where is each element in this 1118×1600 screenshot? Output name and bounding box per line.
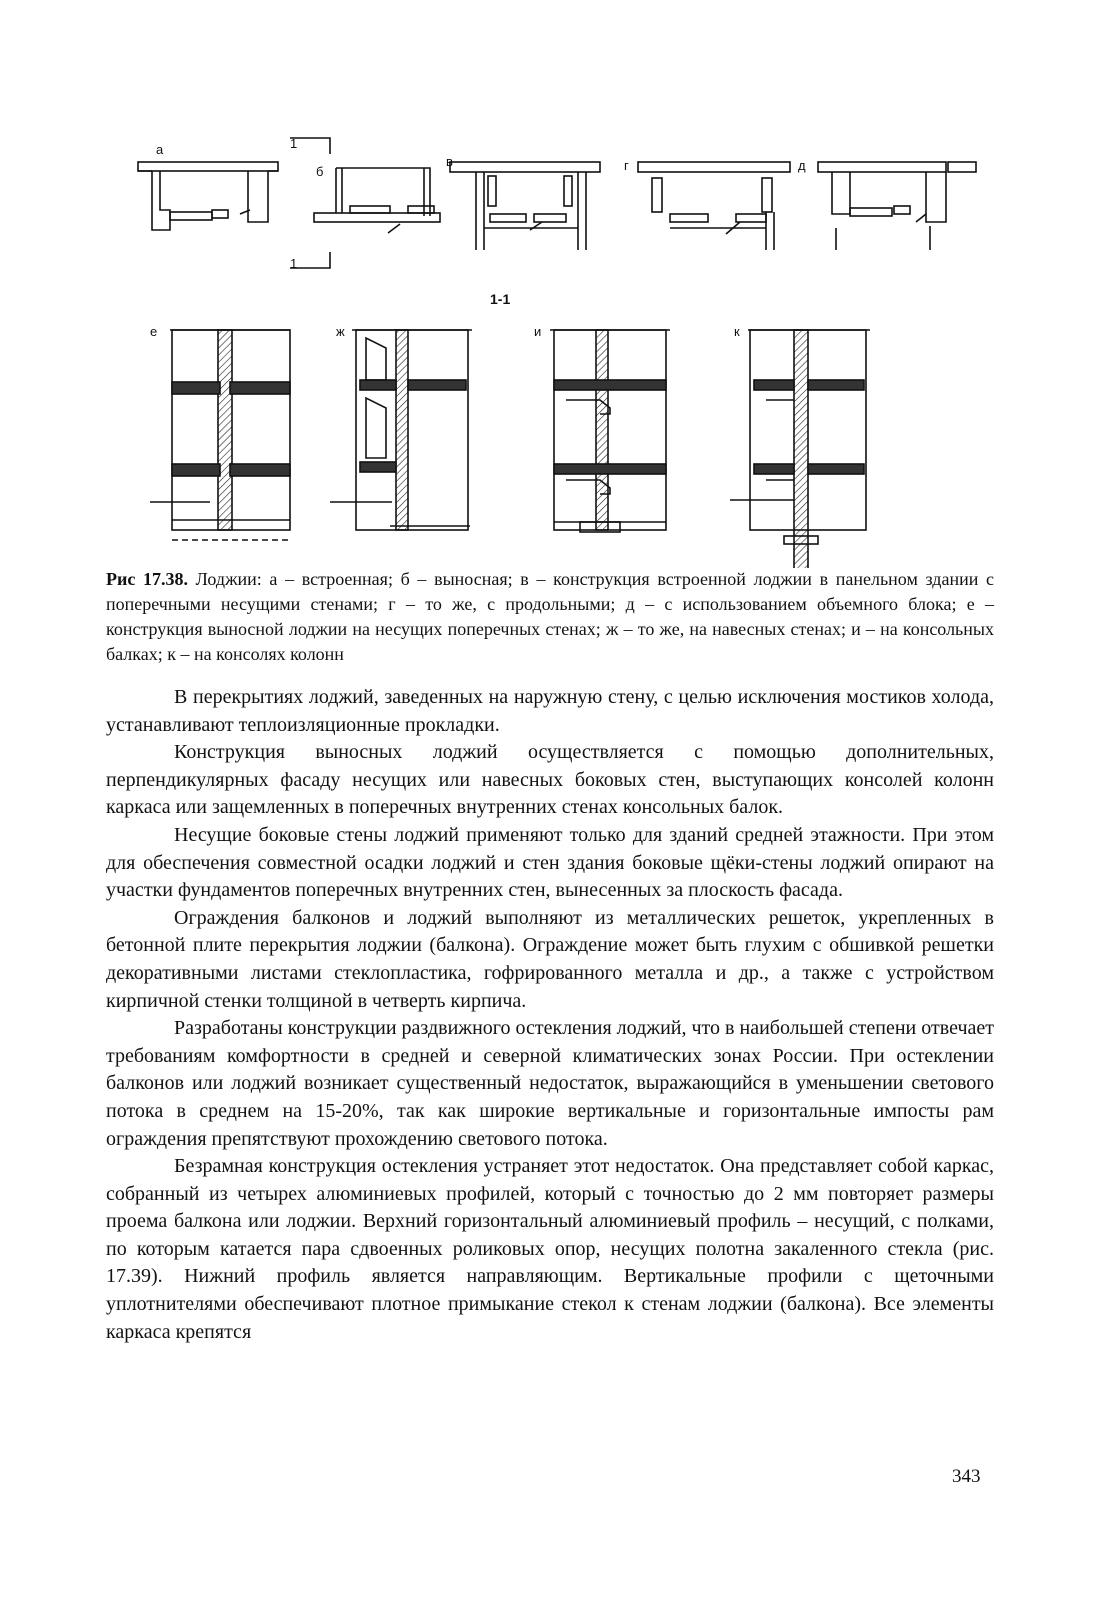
label-b: б: [316, 164, 324, 179]
label-d: д: [798, 158, 806, 173]
plan-b: [290, 138, 440, 268]
plan-a: [138, 162, 278, 230]
caption-number: Рис 17.38.: [106, 569, 189, 589]
label-k: к: [734, 324, 740, 339]
caption-text: Лоджии: а – встроенная; б – выносная; в – конструкция встроенной лоджии в панельном здании с поперечными несущими стенами; г – то же, с продольными; д – с использованием объемного блока; е – конструкция выносной лоджии на несущих поперечных стенах; ж – то же, на навесных стенах; и – на консольных балках; к – на консолях колонн: [106, 569, 994, 664]
paragraph: Конструкция выносных лоджий осуществляется с помощью дополнительных, перпендикулярных фасаду несущих или навесных боковых стен, выступающих консолей колонн каркаса или защемленных в поперечных внутренних стенах консольных балок.: [106, 741, 994, 819]
figure-caption: [106, 567, 994, 667]
paragraph: Несущие боковые стены лоджий применяют только для зданий средней этажности. При этом для обеспечения совместной осадки лоджий и стен здания боковые щёки-стены лоджий опирают на участки фундаментов поперечных внутренних стен, вынесенных за плоскость фасада.: [106, 823, 994, 902]
plan-d: [818, 162, 976, 250]
section-mark-bottom: 1: [290, 256, 298, 271]
section-zh: [330, 330, 472, 530]
label-v: в: [446, 154, 453, 169]
label-i: и: [534, 324, 542, 339]
paragraph: В перекрытиях лоджий, заведенных на наружную стену, с целью исключения мостиков холода, устанавливают теплоизляционные прокладки.: [106, 686, 994, 736]
paragraph: Безрамная конструкция остекления устраняет этот недостаток. Она представляет собой каркас, собранный из четырех алюминиевых профилей, который с точностью до 2 мм повторяет размеры проема балкона или лоджии. Верхний горизонтальный алюминиевый профиль – несущий, с полками, по которым катается пара сдвоенных роликовых опор, несущих полотна закаленного стекла (рис. 17.39). Нижний профиль является направляющим. Вертикальные профили с щеточными уплотнителями обеспечивают плотное примыкание стекол к стенам лоджии (балкона). Все элементы каркаса крепятся: [106, 1155, 994, 1343]
body-text: [106, 684, 994, 1346]
loggia-drawings: [130, 118, 990, 568]
section-e: [150, 330, 290, 540]
label-zh: ж: [336, 324, 345, 339]
section-title: 1-1: [490, 291, 511, 307]
page-number: 343: [952, 1466, 981, 1487]
paragraph: Ограждения балконов и лоджий выполняют из металлических решеток, укрепленных в бетонной плите перекрытия лоджии (балкона). Ограждение может быть глухим с обшивкой решетки декоративными листами стеклопластика, гофрированного металла и др., а также с устройством кирпичной стенки толщиной в четверть кирпича.: [106, 906, 994, 1012]
section-mark-top: 1: [290, 136, 298, 151]
label-a: а: [156, 142, 164, 157]
paragraph: Разработаны конструкции раздвижного остекления лоджий, что в наибольшей степени отвечает требованиям комфортности в средней и северной климатических зонах России. При остеклении балконов или лоджий возникает существенный недостаток, выражающийся в уменьшении светового потока в среднем на 15-20%, так как широкие вертикальные и горизонтальные импосты рам ограждения препятствуют прохождению светового потока.: [106, 1017, 994, 1150]
label-g: г: [624, 158, 629, 173]
plan-g: [638, 162, 790, 250]
section-k: [730, 330, 870, 568]
plan-v: [450, 162, 600, 250]
figure-loggias: [130, 118, 990, 568]
section-i: [550, 330, 670, 532]
label-e: е: [150, 324, 158, 339]
